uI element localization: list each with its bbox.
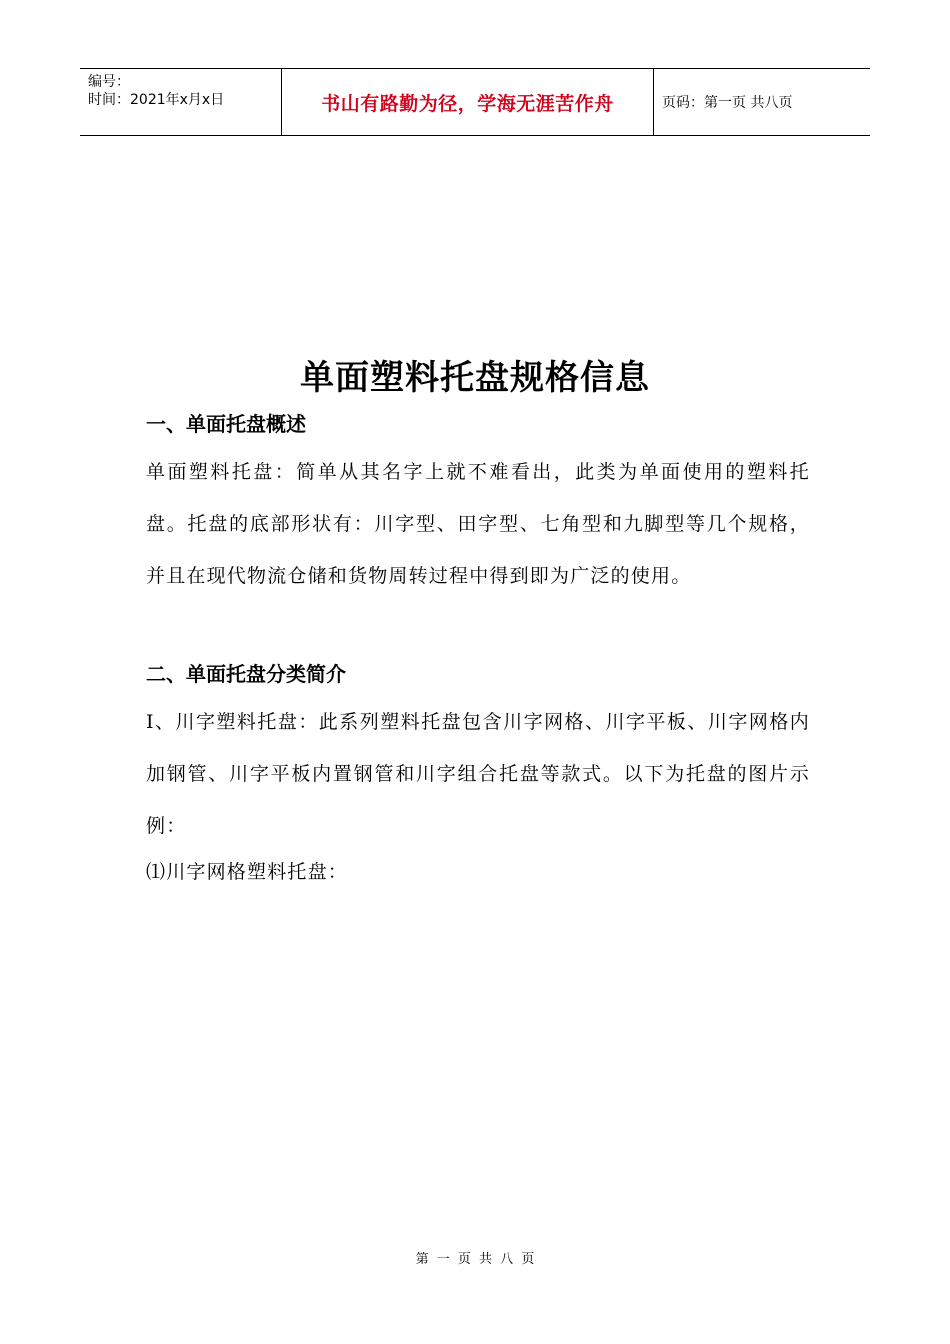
page-footer: 第 一 页 共 八 页 [415, 1252, 535, 1267]
section-paragraph-classification: Ⅰ、川字塑料托盘：此系列塑料托盘包含川字网格、川字平板、川字网格内加钢管、川字平板内置钢管和川字组合托盘等款式。以下为托盘的图片示例： [146, 711, 810, 837]
section-heading-overview: 一、单面托盘概述 [146, 412, 306, 436]
header-motto [281, 69, 654, 135]
document-header [80, 68, 870, 136]
date-label: 时间：2021年x月x日 [88, 92, 225, 108]
section-paragraph-overview: 单面塑料托盘：简单从其名字上就不难看出，此类为单面使用的塑料托盘。托盘的底部形状有：川字型、田字型、七角型和九脚型等几个规格，并且在现代物流仓储和货物周转过程中得到即为广泛的使用。 [146, 461, 810, 587]
document-title: 单面塑料托盘规格信息 [300, 358, 650, 398]
page-number-label: 页码：第一页 共八页 [662, 95, 793, 111]
header-page-info [654, 69, 870, 135]
motto-text: 书山有路勤为径，学海无涯苦作舟 [321, 92, 614, 115]
serial-number-label: 编号： [88, 74, 130, 90]
section-heading-classification: 二、单面托盘分类简介 [146, 662, 346, 686]
header-meta [80, 69, 281, 135]
list-item-grid-pallet: ⑴川字网格塑料托盘： [146, 861, 349, 883]
